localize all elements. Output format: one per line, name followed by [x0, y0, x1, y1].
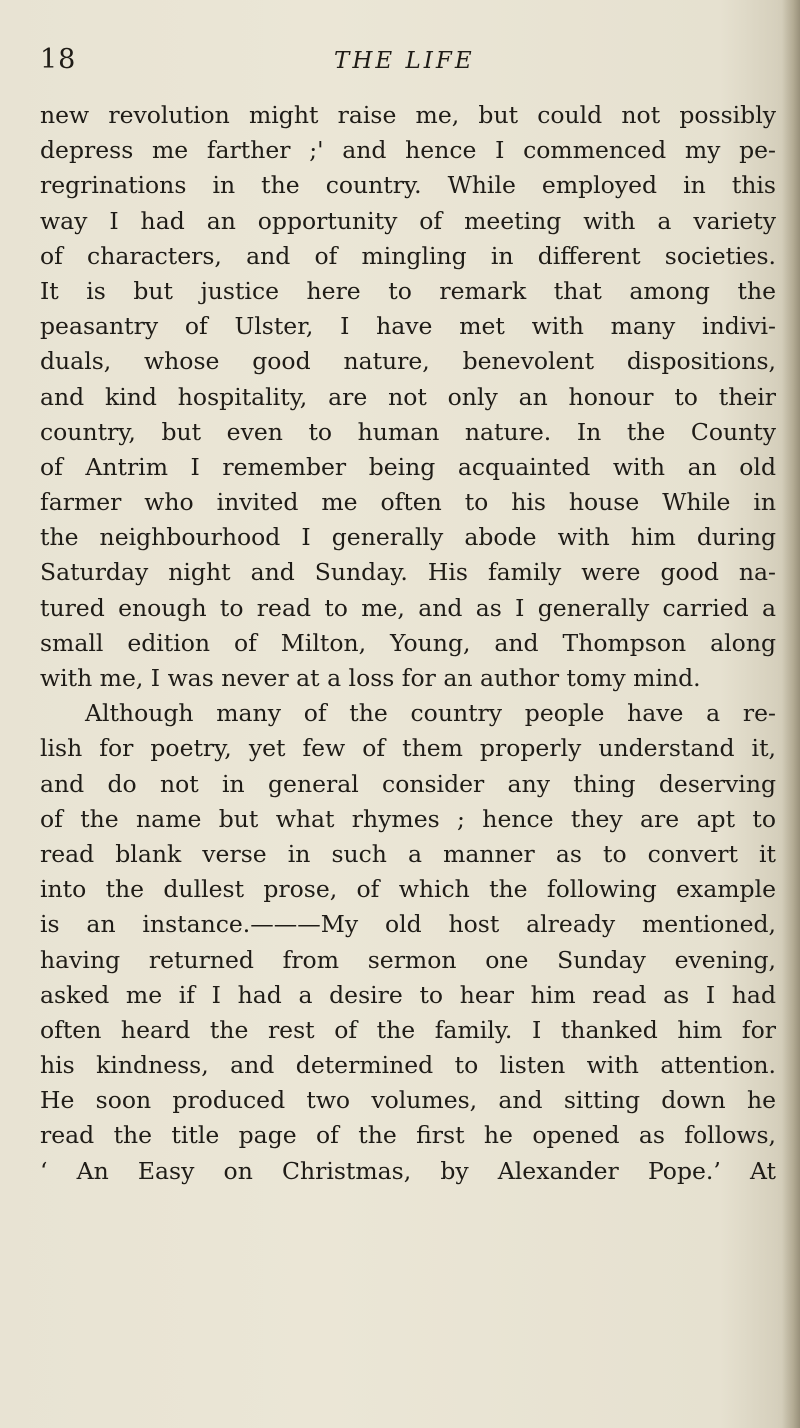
page-edge-shadow — [782, 0, 800, 1428]
text-line: farmer who invited me often to his house While in — [40, 488, 776, 517]
text-line: It is but justice here to remark that among the — [40, 276, 776, 305]
text-line: Saturday night and Sunday. His family were good na- — [40, 558, 776, 587]
page-header — [40, 44, 770, 84]
text-line: of the name but what rhymes ; hence they are apt to — [40, 804, 776, 833]
text-line: country, but even to human nature. In the County — [40, 417, 776, 446]
text-line: duals, whose good nature, benevolent dispositions, — [40, 347, 776, 376]
body-text — [40, 98, 776, 1189]
text-line: tured enough to read to me, and as I generally carried a — [40, 593, 776, 622]
running-head: THE LIFE — [334, 48, 475, 74]
text-line: asked me if I had a desire to hear him read as I had — [40, 980, 776, 1009]
text-line: with me, I was never at a loss for an author tomy mind. — [40, 664, 701, 692]
text-line: He soon produced two volumes, and sitting down he — [40, 1086, 776, 1115]
text-line: is an instance.———My old host already mentioned, — [40, 910, 776, 939]
text-line: and do not in general consider any thing deserving — [40, 769, 776, 798]
text-line: having returned from sermon one Sunday evening, — [40, 945, 776, 974]
text-line: depress me farther ;' and hence I commenced my pe- — [40, 136, 776, 165]
text-line: the neighbourhood I generally abode with him during — [40, 523, 776, 552]
text-line: new revolution might raise me, but could not possibly — [40, 101, 776, 129]
text-line: his kindness, and determined to listen with attention. — [40, 1051, 776, 1080]
text-line: of characters, and of mingling in different societies. — [40, 241, 776, 270]
text-line: into the dullest prose, of which the following example — [40, 875, 776, 904]
text-line: and kind hospitality, are not only an honour to their — [40, 382, 776, 411]
text-line: ‘ An Easy on Christmas, by Alexander Pope.’ At — [40, 1156, 776, 1185]
text-line: regrinations in the country. While employed in this — [40, 171, 776, 200]
text-line: read blank verse in such a manner as to convert it — [40, 839, 776, 868]
page-number: 18 — [40, 44, 77, 75]
text-line: peasantry of Ulster, I have met with many indivi- — [40, 312, 776, 341]
text-line: often heard the rest of the family. I thanked him for — [40, 1015, 776, 1044]
text-line: small edition of Milton, Young, and Thompson along — [40, 628, 776, 657]
text-line: lish for poetry, yet few of them properly understand it, — [40, 734, 776, 763]
text-line: of Antrim I remember being acquainted with an old — [40, 452, 776, 481]
text-line: read the title page of the first he opened as follows, — [40, 1121, 776, 1150]
paragraph-start-line: Although many of the country people have a re- — [85, 699, 776, 728]
text-line: way I had an opportunity of meeting with a variety — [40, 206, 776, 235]
